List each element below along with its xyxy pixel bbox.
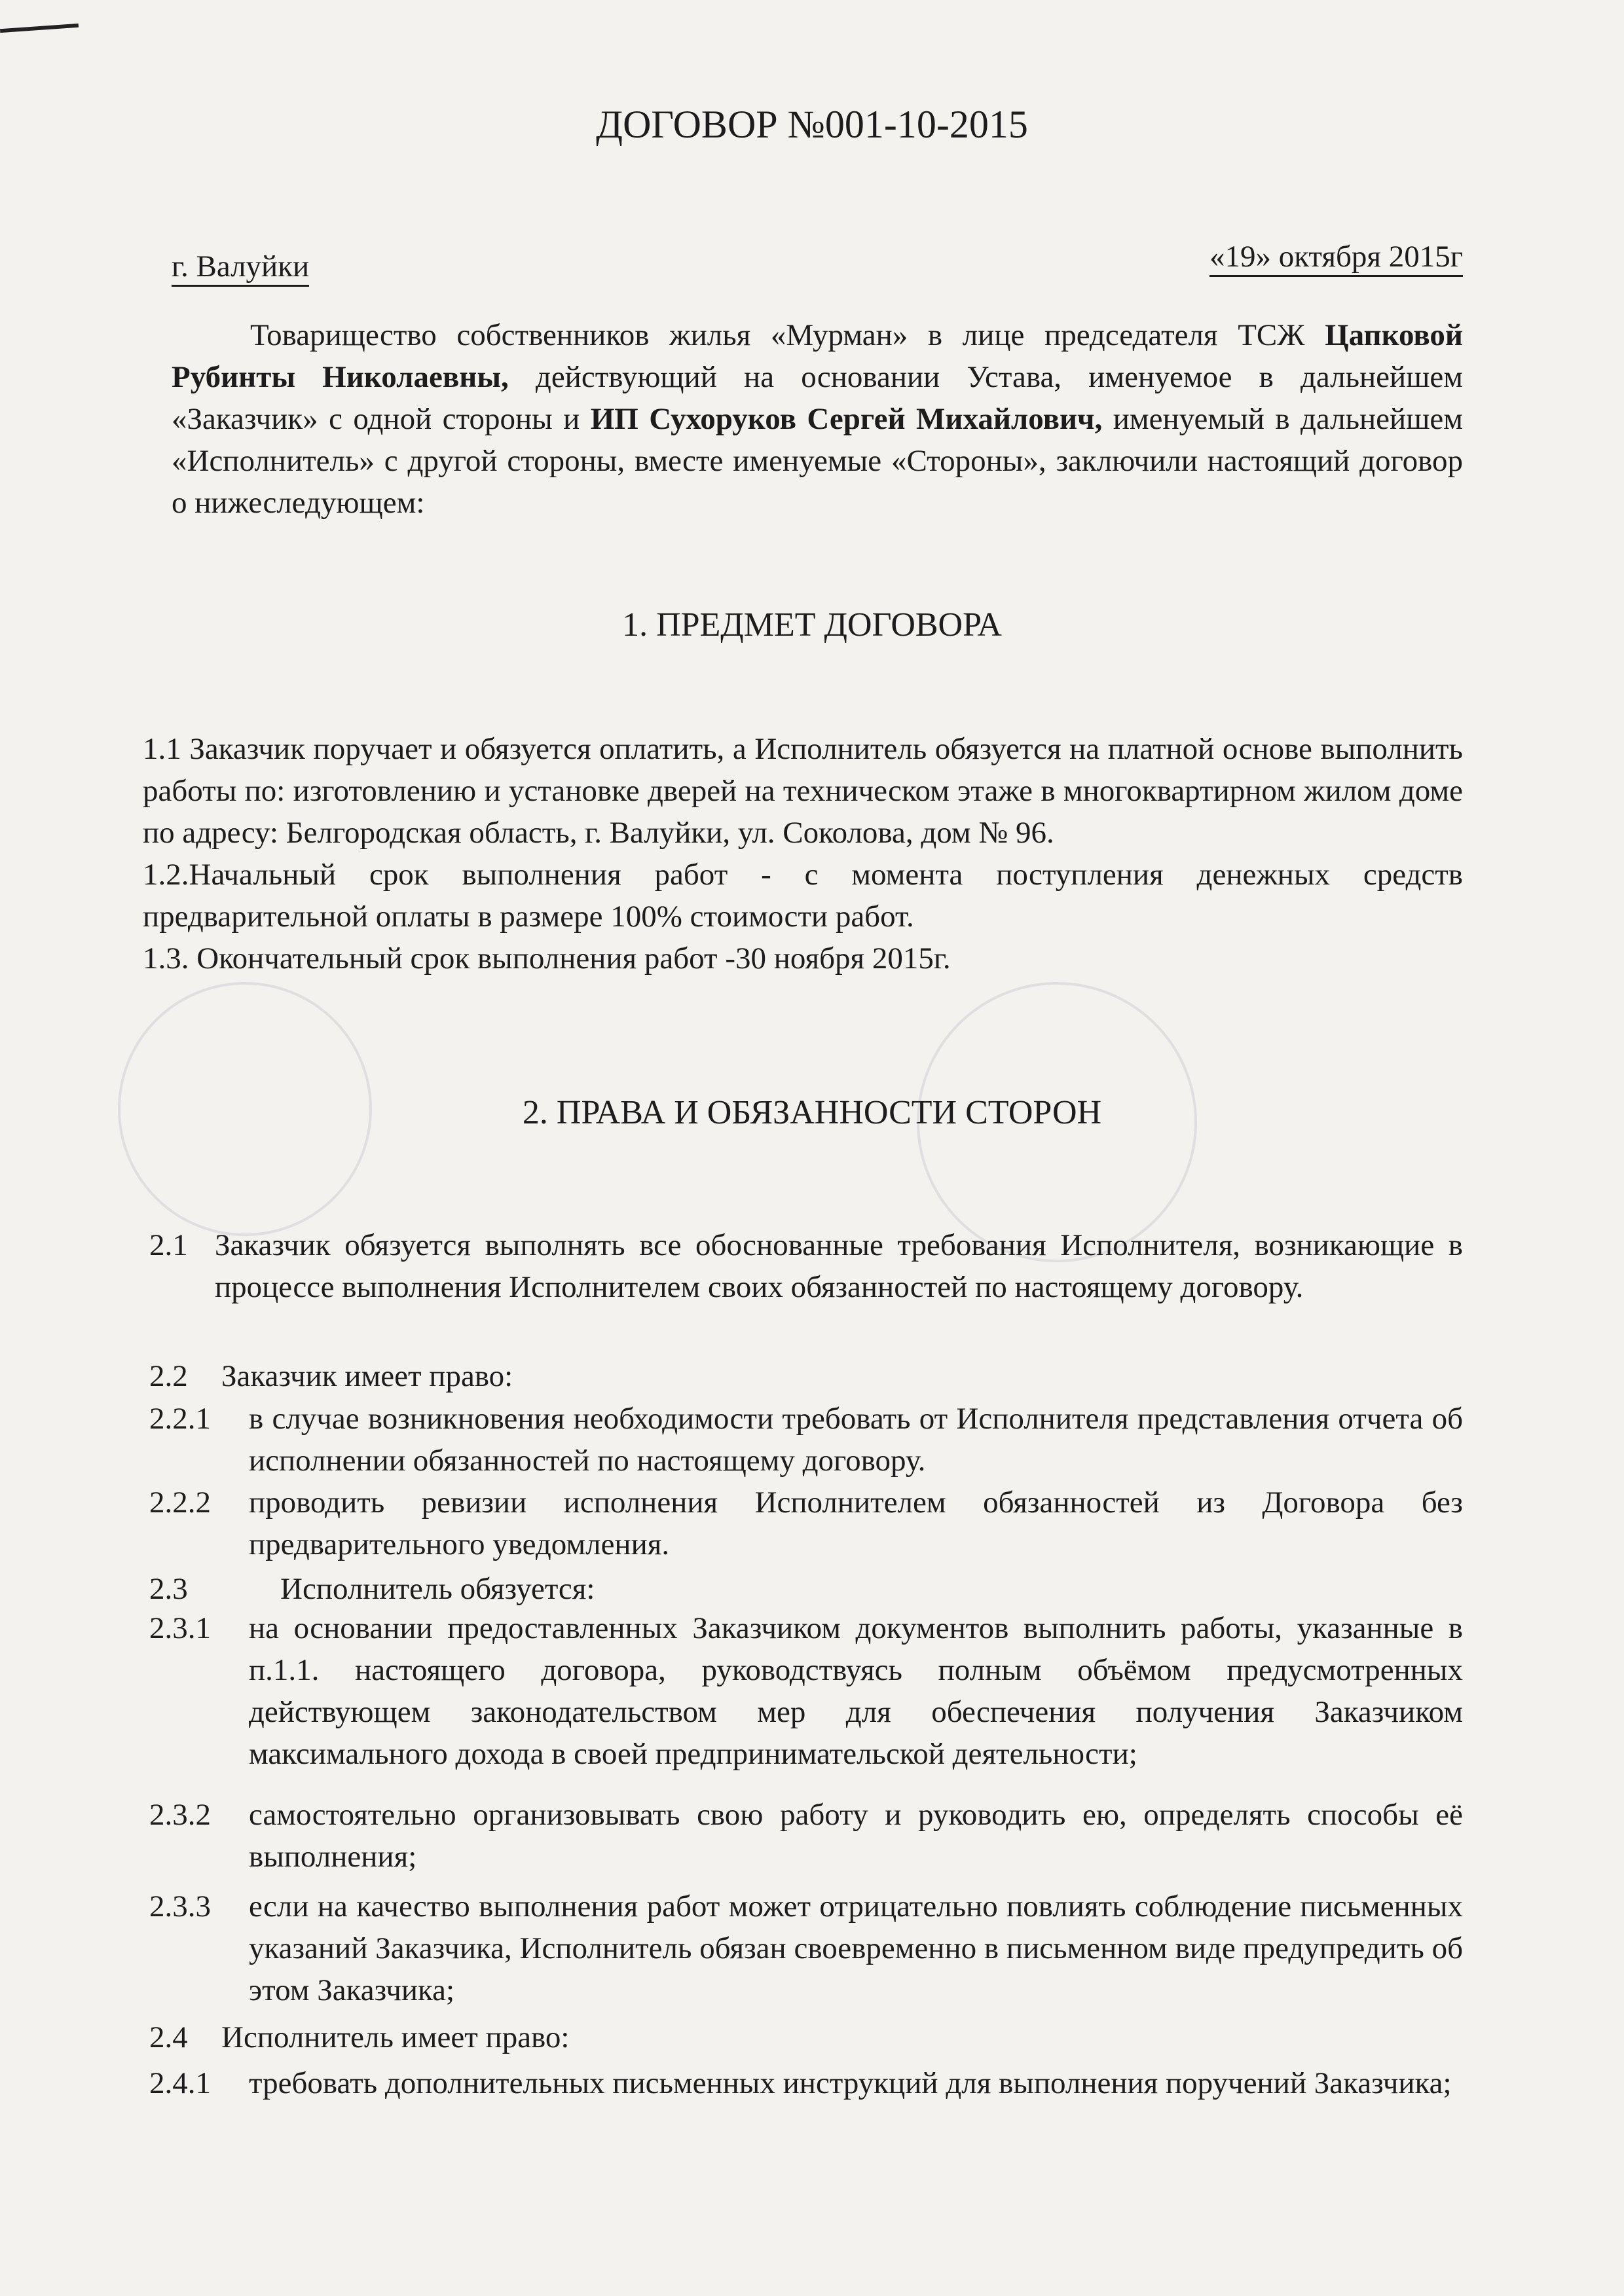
clause-number: 2.2 bbox=[149, 1359, 188, 1393]
clause-text: Исполнитель обязуется: bbox=[280, 1572, 595, 1606]
contractor-name: ИП Сухоруков Сергей Михайлович, bbox=[590, 402, 1103, 436]
clause-number: 2.2.1 bbox=[149, 1402, 211, 1436]
clause-text: самостоятельно организовывать свою работу и руководить ею, определять способы её выполнения; bbox=[249, 1798, 1463, 1874]
clause-text: Заказчик имеет право: bbox=[221, 1359, 513, 1393]
document-city-text: г. Валуйки bbox=[172, 249, 309, 287]
clause-number: 2.4.1 bbox=[149, 2066, 211, 2100]
section2-heading: 2. ПРАВА И ОБЯЗАННОСТИ СТОРОН bbox=[522, 1094, 1102, 1131]
clause-text: если на качество выполнения работ может отрицательно повлиять соблюдение письменных указаний Заказчика, Исполнитель обязан своевременно в письменном виде предупредить об этом Заказчика; bbox=[249, 1889, 1463, 2007]
clause-text: требовать дополнительных письменных инструкций для выполнения поручений Заказчика; bbox=[249, 2066, 1452, 2100]
clause-number: 2.3.3 bbox=[149, 1889, 211, 1923]
clause-number: 2.3 bbox=[149, 1572, 188, 1606]
document-date bbox=[1209, 236, 1463, 278]
clause-number: 2.3.1 bbox=[149, 1611, 211, 1645]
clause-text: в случае возникновения необходимости требовать от Исполнителя представления отчета об исполнении обязанностей по настоящему договору. bbox=[249, 1402, 1463, 1478]
clause-number: 2.1 bbox=[149, 1228, 188, 1262]
clause-text: проводить ревизии исполнения Исполнителем обязанностей из Договора без предварительного уведомления. bbox=[249, 1485, 1463, 1561]
scan-corner-mark bbox=[0, 24, 79, 33]
clause-1-2: 1.2.Начальный срок выполнения работ - с момента поступления денежных средств предварительной оплаты в размере 100% стоимости работ. bbox=[143, 858, 1463, 934]
clause-number: 2.4 bbox=[149, 2020, 188, 2054]
section1-heading: 1. ПРЕДМЕТ ДОГОВОРА bbox=[622, 606, 1002, 644]
document-date-text: «19» октября 2015г bbox=[1209, 240, 1463, 277]
clause-text: Заказчик обязуется выполнять все обоснованные требования Исполнителя, возникающие в процессе выполнения Исполнителем своих обязанностей по настоящему договору. bbox=[215, 1228, 1463, 1304]
clause-text: Исполнитель имеет право: bbox=[221, 2020, 570, 2054]
clause-1-3: 1.3. Окончательный срок выполнения работ -30 ноября 2015г. bbox=[143, 941, 951, 975]
intro-paragraph bbox=[172, 314, 1463, 524]
clause-text: на основании предоставленных Заказчиком документов выполнить работы, указанные в п.1.1. настоящего договора, руководствуясь полным объёмом предусмотренных действующем законодательством мер для обеспечения получения Заказчиком максимального дохода в своей предпринимательской деятельности; bbox=[249, 1611, 1463, 1771]
intro-line1: Товарищество собственников жилья «Мурман» в лице председателя ТСЖ bbox=[250, 318, 1305, 352]
clause-number: 2.3.2 bbox=[149, 1798, 211, 1832]
intro-line2: действующий на основании Устава, именуемое в дальнейшем «Заказчик» с одной стороны и bbox=[172, 360, 1463, 436]
document-city bbox=[172, 246, 309, 287]
clause-1-1: 1.1 Заказчик поручает и обязуется оплатить, а Исполнитель обязуется на платной основе выполнить работы по: изготовлению и установке дверей на техническом этаже в многоквартирном жилом доме по адресу: Белгородская область, г. Валуйки, ул. Соколова, дом № 96. bbox=[143, 732, 1463, 850]
customer-name: Цапковой Рубинты Николаевны, bbox=[172, 318, 1464, 394]
section1-body bbox=[143, 728, 1463, 979]
document-title: ДОГОВОР №001-10-2015 bbox=[596, 103, 1028, 146]
clause-number: 2.2.2 bbox=[149, 1485, 211, 1520]
intro-line3: именуемый в дальнейшем «Исполнитель» с другой стороны, вместе именуемые «Стороны», заключили настоящий договор о нижеследующем: bbox=[172, 402, 1463, 520]
